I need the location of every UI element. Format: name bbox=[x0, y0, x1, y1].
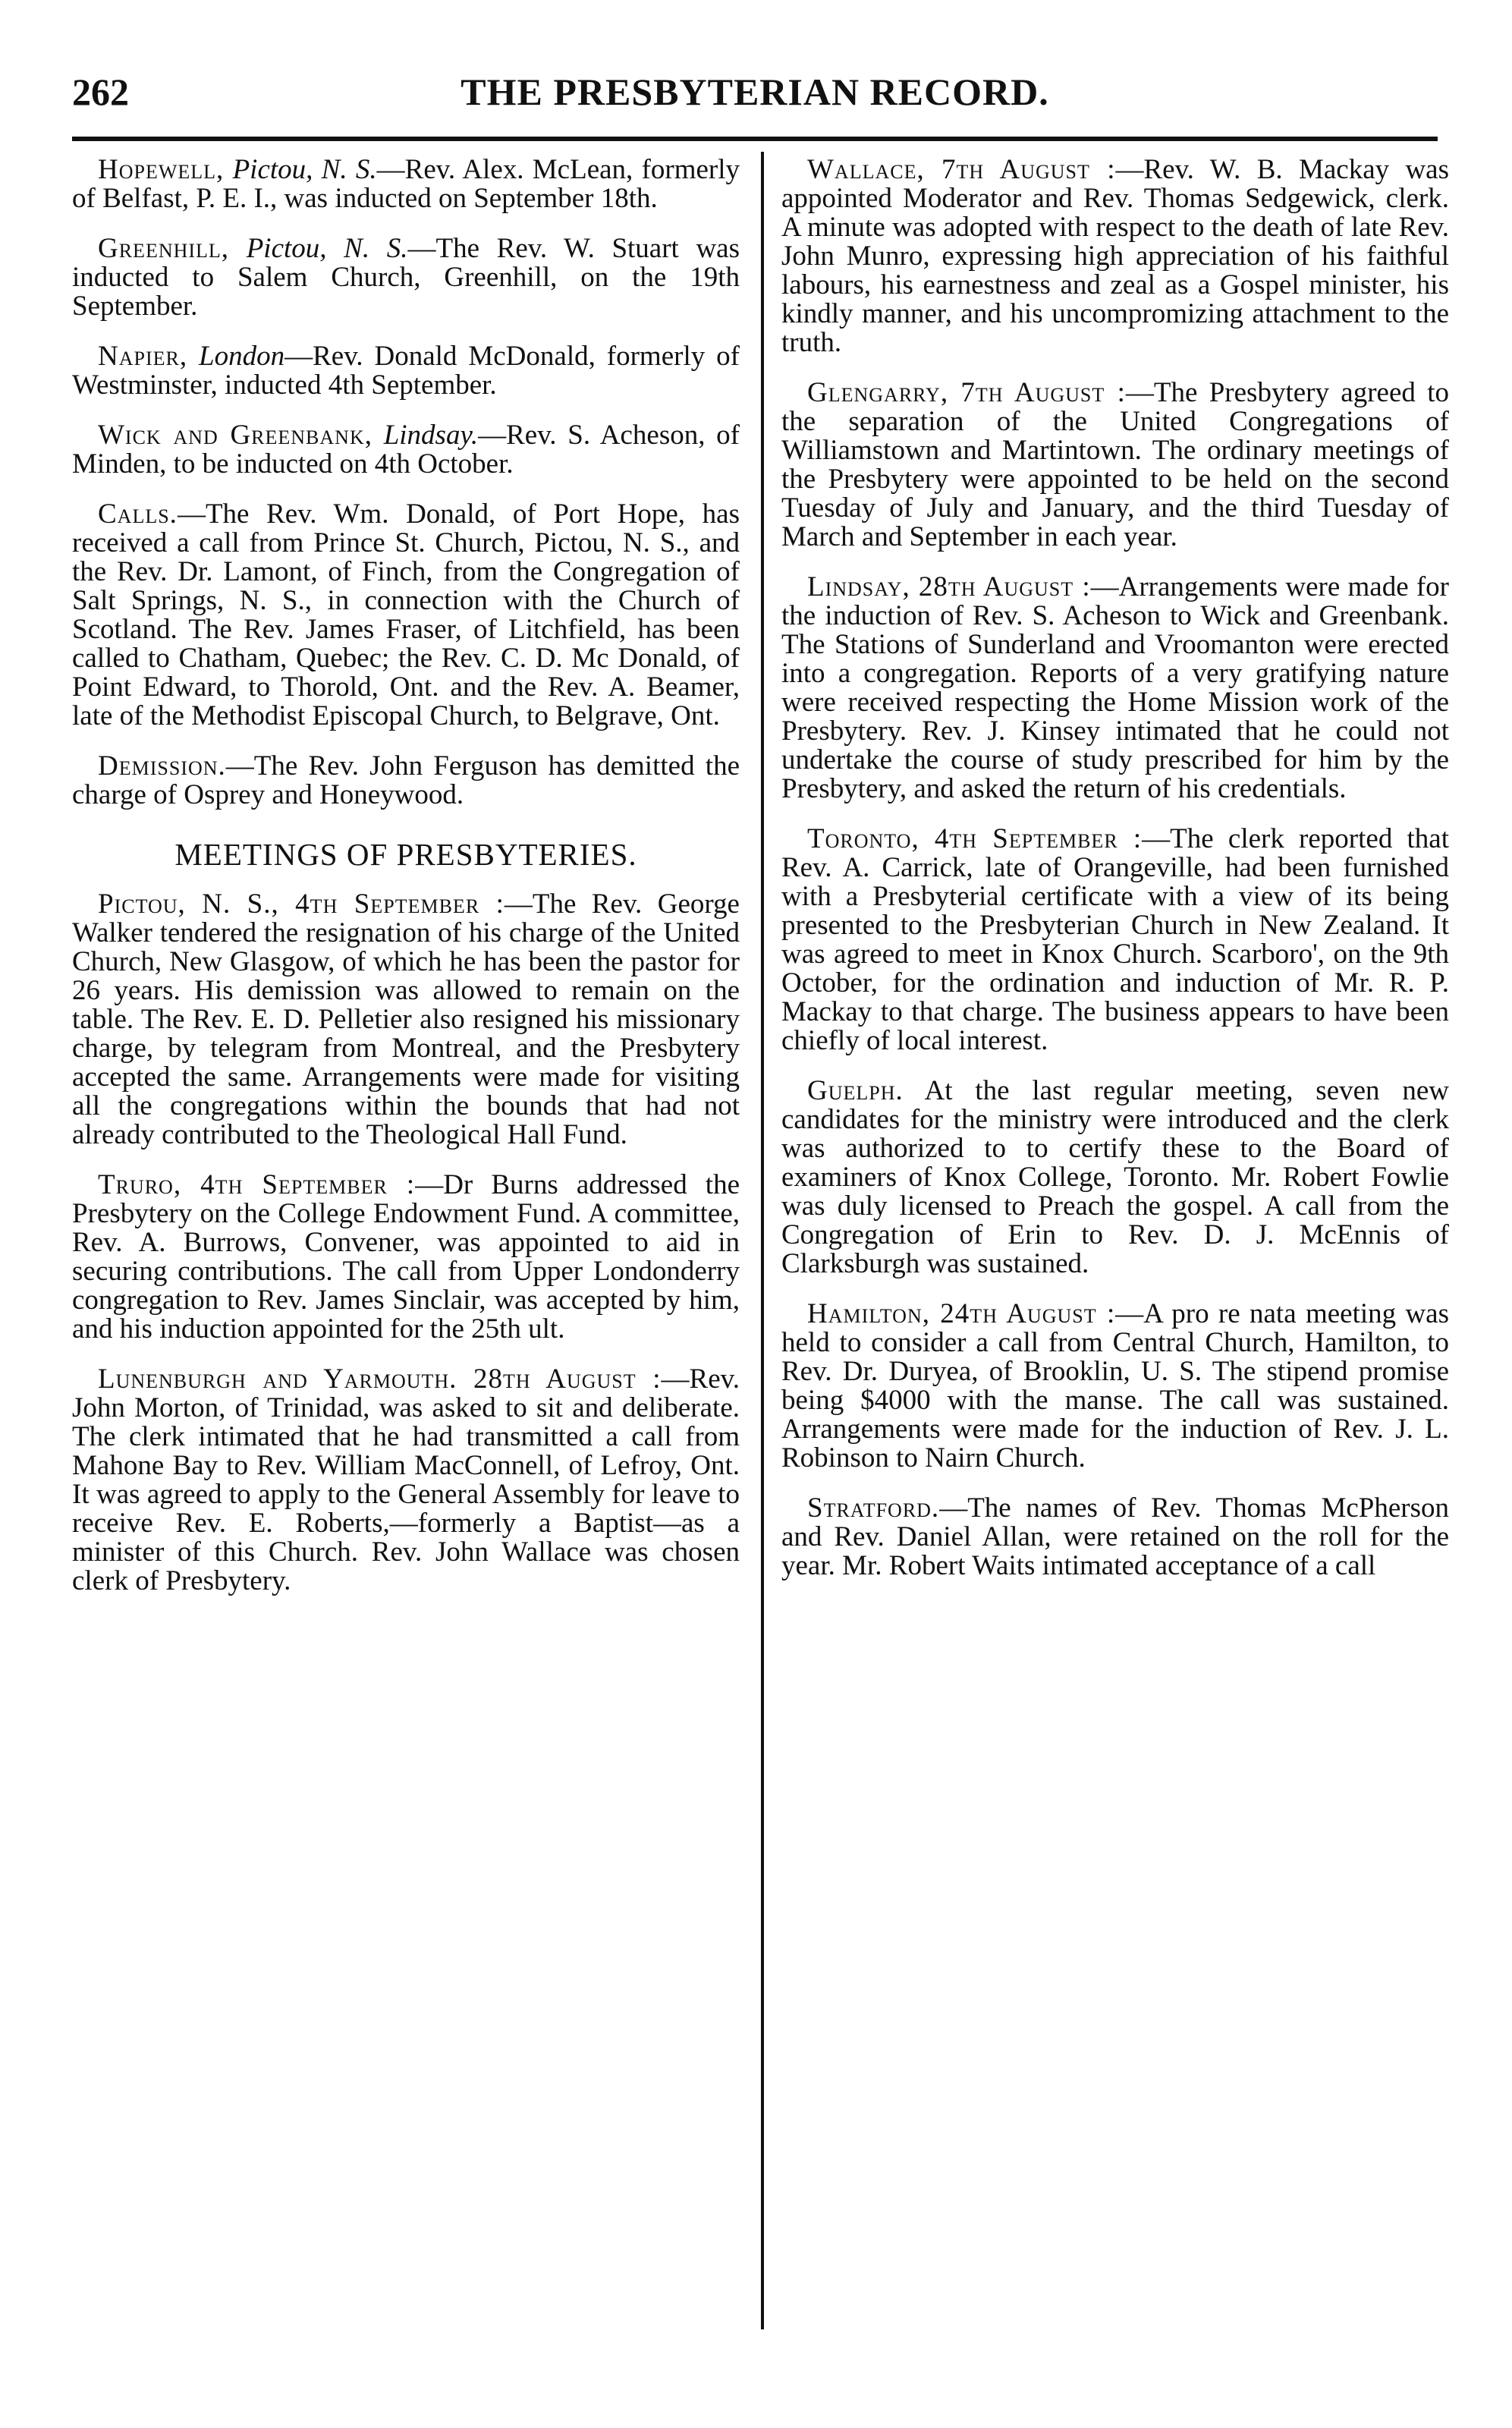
meeting-lunenburgh bbox=[72, 1365, 740, 1596]
entry-text: —Rev. Donald McDonald, formerly of Westminster, inducted 4th September. bbox=[72, 341, 740, 401]
meeting-text: —Dr Burns addressed the Presbytery on the College Endowment Fund. A committee, Rev. A. Burrows, Convener, was appointed to aid in securing contributions. The call from Upper Londonderry congregation to Rev. James Sinclair, was accepted by him, and his induction appointed for the 25th ult. bbox=[72, 1169, 740, 1345]
entry-lead: Napier, bbox=[98, 341, 188, 372]
meeting-text: —The Presbytery agreed to the separation of the United Congregations of Williamstown and Martintown. The ordinary meetings of the Presbytery were appointed to be held on the second Tuesday of July and January, and the third Tuesday of March and September in each year. bbox=[781, 377, 1449, 552]
entry-lead: Hopewell, bbox=[98, 154, 225, 185]
page-header bbox=[72, 70, 1438, 123]
meeting-guelph bbox=[781, 1077, 1449, 1278]
meeting-text: —Rev. W. B. Mackay was appointed Moderator and Rev. Thomas Sedgewick, clerk. A minute was adopted with respect to the death of late Rev. John Munro, expressing high appreciation of his faithful labours, his earnestness and zeal as a Gospel minister, his kindly manner, and his uncompromizing attachment to the truth. bbox=[781, 154, 1449, 358]
meeting-text: —Rev. John Morton, of Trinidad, was asked to sit and deliberate. The clerk intimated that he had transmitted a call from Mahone Bay to Rev. William MacConnell, of Lefroy, Ont. It was agreed to apply to the General Assembly for leave to receive Rev. E. Roberts,—formerly a Baptist—as a minister of this Church. Rev. John Wallace was chosen clerk of Presbytery. bbox=[72, 1363, 740, 1596]
entry-wick-greenbank bbox=[72, 421, 740, 479]
meeting-glengarry bbox=[781, 379, 1449, 552]
meeting-wallace bbox=[781, 156, 1449, 357]
meeting-lead: Pictou, N. S., 4th September : bbox=[98, 888, 505, 920]
meeting-lead: Lunenburgh and Yarmouth. 28th August : bbox=[98, 1363, 662, 1395]
entry-place: Pictou, N. S. bbox=[246, 233, 408, 264]
entry-text: —Rev. Alex. McLean, formerly of Belfast, P. E. I., was inducted on September 18th. bbox=[72, 154, 740, 214]
meeting-lead: Hamilton, 24th August : bbox=[807, 1298, 1116, 1329]
entry-text: —Rev. S. Acheson, of Minden, to be inducted on 4th October. bbox=[72, 420, 740, 480]
meeting-lead: Glengarry, 7th August : bbox=[807, 377, 1126, 408]
meeting-lead: Toronto, 4th September : bbox=[807, 823, 1143, 854]
entry-place: London bbox=[199, 341, 285, 372]
entry-place: Lindsay. bbox=[383, 420, 479, 451]
entry-lead: Greenhill, bbox=[98, 233, 230, 264]
entry-lead: Demission. bbox=[98, 750, 226, 782]
entry-demission bbox=[72, 752, 740, 810]
meeting-pictou bbox=[72, 890, 740, 1150]
meeting-truro bbox=[72, 1171, 740, 1344]
entry-place: Pictou, N. S. bbox=[232, 154, 377, 185]
meeting-lead: Wallace, 7th August : bbox=[807, 154, 1116, 185]
meeting-text: —The names of Rev. Thomas McPherson and Rev. Daniel Allan, were retained on the roll for the year. Mr. Robert Waits intimated acceptance of a call bbox=[781, 1492, 1449, 1581]
entry-calls bbox=[72, 500, 740, 731]
meeting-text: At the last regular meeting, seven new candidates for the ministry were introduced and the clerk was authorized to to certify these to the Board of examiners of Knox College, Toronto. Mr. Robert Fowlie was duly licensed to Preach the gospel. A call from the Congregation of Erin to Rev. D. J. McEnnis of Clarksburgh was sustained. bbox=[781, 1075, 1449, 1279]
meeting-text: —A pro re nata meeting was held to consider a call from Central Church, Hamilton, to Rev. Dr. Duryea, of Brooklin, U. S. The stipend promise being $4000 with the manse. The call was sustained. Arrangements were made for the induction of Rev. J. L. Robinson to Nairn Church. bbox=[781, 1298, 1449, 1473]
running-title: THE PRESBYTERIAN RECORD. bbox=[461, 71, 1049, 113]
entry-text: —The Rev. John Ferguson has demitted the charge of Osprey and Honeywood. bbox=[72, 750, 740, 810]
section-heading: MEETINGS OF PRESBYTERIES. bbox=[174, 837, 637, 872]
meeting-text: —The Rev. George Walker tendered the resignation of his charge of the United Church, New Glasgow, of which he has been the pastor for 26 years. His demission was allowed to remain on the table. The Rev. E. D. Pelletier also resigned his missionary charge, by telegram from Montreal, and the Presbytery accepted the same. Arrangements were made for visiting all the congregations within the bounds that had not already contributed to the Theological Hall Fund. bbox=[72, 888, 740, 1150]
meeting-lead: Guelph. bbox=[807, 1075, 904, 1106]
header-rule bbox=[72, 137, 1438, 141]
meeting-hamilton bbox=[781, 1300, 1449, 1473]
meeting-text: —The clerk reported that Rev. A. Carrick, late of Orangeville, had been furnished with a Presbyterial certificate with a view of its being presented to the Presbyterian Church in New Zealand. It was agreed to meet in Knox Church. Scarboro', on the 9th October, for the ordination and induction of Mr. R. P. Mackay to that charge. The business appears to have been chiefly of local interest. bbox=[781, 823, 1450, 1056]
entry-text: —The Rev. Wm. Donald, of Port Hope, has received a call from Prince St. Church, Pictou, N. S., and the Rev. Dr. Lamont, of Finch, from the Congregation of Salt Springs, N. S., in connection with the Church of Scotland. The Rev. James Fraser, of Litchfield, has been called to Chatham, Quebec; the Rev. C. D. Mc Donald, of Point Edward, to Thorold, Ont. and the Rev. A. Beamer, late of the Methodist Episcopal Church, to Belgrave, Ont. bbox=[72, 498, 740, 731]
entry-lead: Calls. bbox=[98, 498, 178, 530]
right-column bbox=[781, 156, 1449, 1602]
meeting-stratford bbox=[781, 1494, 1449, 1580]
meeting-toronto bbox=[781, 825, 1449, 1055]
entry-text: —The Rev. W. Stuart was inducted to Salem Church, Greenhill, on the 19th September. bbox=[72, 233, 740, 322]
meeting-lead: Lindsay, 28th August : bbox=[807, 571, 1091, 602]
meeting-lindsay bbox=[781, 573, 1449, 804]
page-number: 262 bbox=[72, 71, 129, 113]
meeting-lead: Truro, 4th September : bbox=[98, 1169, 416, 1200]
column-divider bbox=[761, 152, 764, 2329]
entry-lead: Wick and Greenbank, bbox=[98, 420, 372, 451]
entry-hopewell bbox=[72, 156, 740, 213]
left-column bbox=[72, 156, 740, 1617]
entry-napier bbox=[72, 342, 740, 400]
entry-greenhill bbox=[72, 234, 740, 321]
meeting-text: —Arrangements were made for the induction of Rev. S. Acheson to Wick and Greenbank. The Stations of Sunderland and Vroomanton were erected into a congregation. Reports of a very gratifying nature were received respecting the Home Mission work of the Presbytery. Rev. J. Kinsey intimated that he could not undertake the course of study prescribed for him by the Presbytery, and asked the return of his credentials. bbox=[781, 571, 1449, 804]
meeting-lead: Stratford. bbox=[807, 1492, 940, 1524]
